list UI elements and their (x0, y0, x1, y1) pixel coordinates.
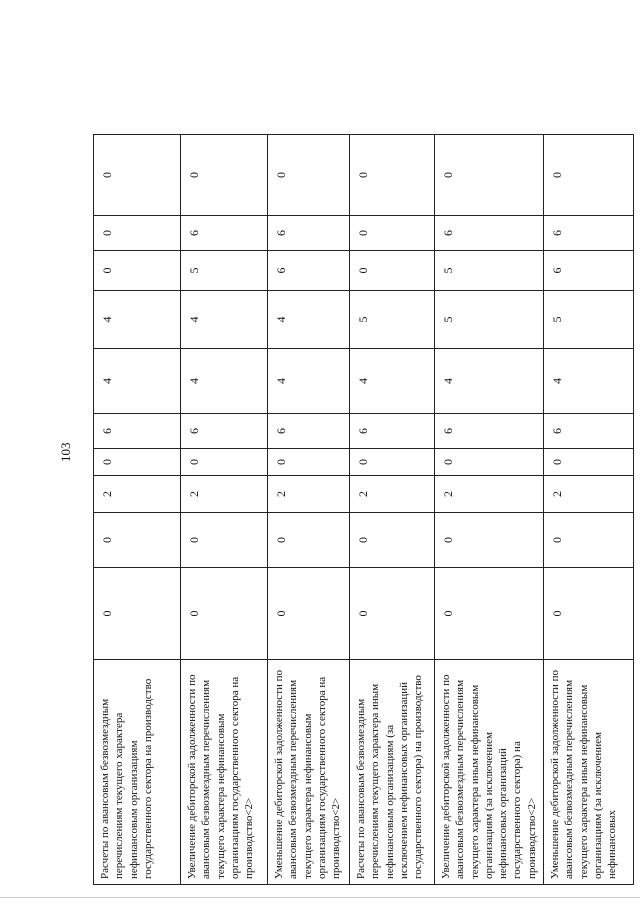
row-name: Уменьшение дебиторской задолженности по авансовым безвозмездным перечислениям текущего характера нефинансовым организациям государственного сектора на производство<2> (268, 660, 350, 885)
scan-edge-line (0, 897, 640, 898)
accounts-table (93, 134, 634, 885)
table-row (350, 135, 435, 885)
row-name: Увеличение дебиторской задолженности по авансовым безвозмездным перечислениям текущего характера нефинансовым организациям государственного сектора на производство<2> (181, 660, 268, 885)
row-name: Расчеты по авансовым безвозмездным перечислениям текущего характера нефинансовым организациям государственного сектора на производство (94, 660, 181, 885)
code-digit: 0 (268, 135, 350, 216)
code-digit: 0 (350, 568, 435, 660)
code-digit: 4 (94, 349, 181, 414)
code-digit: 4 (544, 349, 634, 414)
code-digit: 0 (350, 135, 435, 216)
code-digit: 6 (544, 216, 634, 251)
page-number: 103 (58, 442, 73, 462)
code-digit: 5 (181, 251, 268, 291)
code-digit: 0 (94, 135, 181, 216)
code-digit: 6 (181, 414, 268, 449)
table-row (544, 135, 634, 885)
accounts-table-wrapper (93, 135, 619, 885)
code-digit: 0 (435, 135, 544, 216)
code-digit: 6 (268, 251, 350, 291)
table-body (94, 135, 634, 885)
code-digit: 4 (435, 349, 544, 414)
code-digit: 4 (94, 291, 181, 349)
code-digit: 0 (544, 449, 634, 476)
code-digit: 0 (350, 251, 435, 291)
table-row (268, 135, 350, 885)
code-digit: 4 (268, 349, 350, 414)
row-name: Увеличение дебиторской задолженности по авансовым безвозмездным перечислениям текущего характера иным нефинансовым организациям (за исключением нефинансовых организаций государственного сектора) на производство<2> (435, 660, 544, 885)
code-digit: 6 (181, 216, 268, 251)
code-digit: 0 (268, 568, 350, 660)
code-digit: 0 (435, 568, 544, 660)
code-digit: 0 (435, 449, 544, 476)
code-digit: 0 (350, 449, 435, 476)
code-digit: 4 (181, 291, 268, 349)
code-digit: 0 (181, 513, 268, 568)
code-digit: 0 (94, 216, 181, 251)
code-digit: 5 (350, 291, 435, 349)
code-digit: 6 (435, 216, 544, 251)
code-digit: 4 (181, 349, 268, 414)
code-digit: 6 (268, 216, 350, 251)
row-name: Расчеты по авансовым безвозмездным перечислениям текущего характера иным нефинансовым организациям (за исключением нефинансовых организаций государственного сектора) на производство (350, 660, 435, 885)
code-digit: 2 (94, 476, 181, 513)
code-digit: 2 (544, 476, 634, 513)
code-digit: 5 (435, 251, 544, 291)
table-row (435, 135, 544, 885)
code-digit: 6 (435, 414, 544, 449)
code-digit: 0 (94, 513, 181, 568)
code-digit: 0 (181, 568, 268, 660)
code-digit: 4 (268, 291, 350, 349)
code-digit: 0 (544, 568, 634, 660)
code-digit: 0 (181, 449, 268, 476)
code-digit: 4 (350, 349, 435, 414)
code-digit: 0 (94, 251, 181, 291)
code-digit: 0 (350, 216, 435, 251)
code-digit: 0 (268, 513, 350, 568)
table-row (181, 135, 268, 885)
code-digit: 2 (435, 476, 544, 513)
code-digit: 0 (435, 513, 544, 568)
code-digit: 0 (181, 135, 268, 216)
code-digit: 2 (181, 476, 268, 513)
code-digit: 6 (350, 414, 435, 449)
code-digit: 0 (268, 449, 350, 476)
code-digit: 5 (435, 291, 544, 349)
code-digit: 6 (544, 414, 634, 449)
code-digit: 2 (268, 476, 350, 513)
row-name: Уменьшение дебиторской задолженности по авансовым безвозмездным перечислениям текущего характера иным нефинансовым организациям (за исключением нефинансовых (544, 660, 634, 885)
code-digit: 0 (544, 135, 634, 216)
code-digit: 0 (350, 513, 435, 568)
code-digit: 5 (544, 291, 634, 349)
code-digit: 2 (350, 476, 435, 513)
code-digit: 6 (268, 414, 350, 449)
code-digit: 6 (94, 414, 181, 449)
table-row (94, 135, 181, 885)
code-digit: 6 (544, 251, 634, 291)
code-digit: 0 (94, 449, 181, 476)
code-digit: 0 (544, 513, 634, 568)
code-digit: 0 (94, 568, 181, 660)
